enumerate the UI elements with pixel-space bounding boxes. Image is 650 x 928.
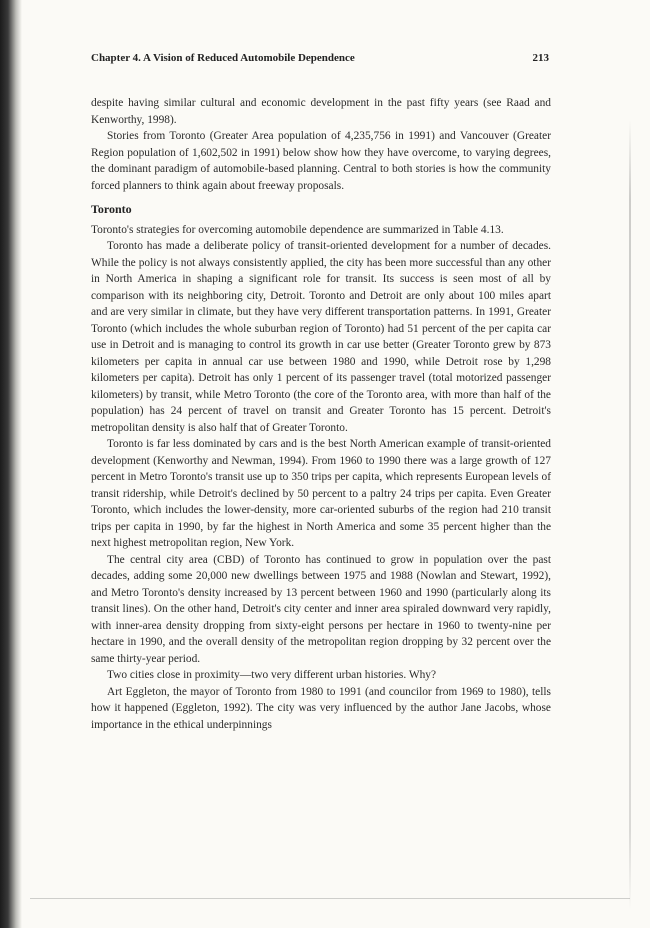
paragraph: despite having similar cultural and economic development in the past fifty years (see Raad and Kenworthy, 1998). xyxy=(91,97,551,126)
section-heading: Toronto xyxy=(91,202,132,216)
paragraph: The central city area (CBD) of Toronto has continued to grow in population over the past decades, adding some 20,000 new dwellings between 1975 and 1988 (Nowlan and Stewart, 1992), and Metro Toronto's density increased by 13 percent between 1960 and 1990 (particularly along its transit lines). On the other hand, Detroit's city center and inner area spiraled downward very rapidly, with inner-area density dropping from sixty-eight persons per hectare in 1960 to twenty-nine per hectare in 1990, and the overall density of the metropolitan region dropping by 32 percent over the same thirty-year period. xyxy=(91,553,551,665)
body-text xyxy=(91,95,551,733)
page-bottom-line xyxy=(30,898,630,899)
page-number: 213 xyxy=(532,52,549,64)
page-gutter-shadow xyxy=(0,0,22,928)
running-header xyxy=(91,52,549,70)
page-edge-line xyxy=(629,120,631,910)
paragraph: Toronto's strategies for overcoming automobile dependence are summarized in Table 4.13. xyxy=(91,223,504,236)
chapter-title: Chapter 4. A Vision of Reduced Automobile Dependence xyxy=(91,52,355,64)
paragraph: Stories from Toronto (Greater Area population of 4,235,756 in 1991) and Vancouver (Greater Region population of 1,602,502 in 1991) below show how they have overcome, to varying degrees, the dominant paradigm of automobile-based planning. Central to both stories is how the community forced planners to think again about freeway proposals. xyxy=(91,130,551,192)
paragraph: Two cities close in proximity—two very different urban histories. Why? xyxy=(107,669,437,681)
paragraph: Toronto has made a deliberate policy of transit-oriented development for a number of decades. While the policy is not always consistently applied, the city has been more successful than any other in North America in shaping a significant role for transit. Its success is seen most of all by comparison with its neighboring city, Detroit. Toronto and Detroit are only about 100 miles apart and are very similar in climate, but they have very different transportation patterns. In 1991, Greater Toronto (which includes the whole suburban region of Toronto) had 51 percent of the per capita car use in Detroit and is managing to control its growth in car use better (Greater Toronto grew by 873 kilometers per capita in annual car use between 1980 and 1990, while Detroit rose by 1,298 kilometers per capita). Detroit has only 1 percent of its passenger travel (total motorized passenger kilometers) by transit, while Metro Toronto (the core of the Toronto area, with more than half of the population) has 24 percent of travel on transit and Greater Toronto has 15 percent. Detroit's metropolitan density is also half that of Greater Toronto. xyxy=(91,240,551,434)
paragraph: Art Eggleton, the mayor of Toronto from 1980 to 1991 (and councilor from 1969 to 1980), tells how it happened (Eggleton, 1992). The city was very influenced by the author Jane Jacobs, whose importance in the ethical underpinnings xyxy=(91,685,551,731)
paragraph: Toronto is far less dominated by cars and is the best North American example of transit-oriented development (Kenworthy and Newman, 1994). From 1960 to 1990 there was a large growth of 127 percent in Metro Toronto's transit use up to 350 trips per capita, which represents European levels of transit ridership, while Detroit's declined by 50 percent to a paltry 24 trips per capita. Even Greater Toronto, which includes the lower-density, more car-oriented suburbs of the region had 210 transit trips per capita in 1990, by far the highest in North America and some 35 percent higher than the next highest metropolitan region, New York. xyxy=(91,438,551,549)
